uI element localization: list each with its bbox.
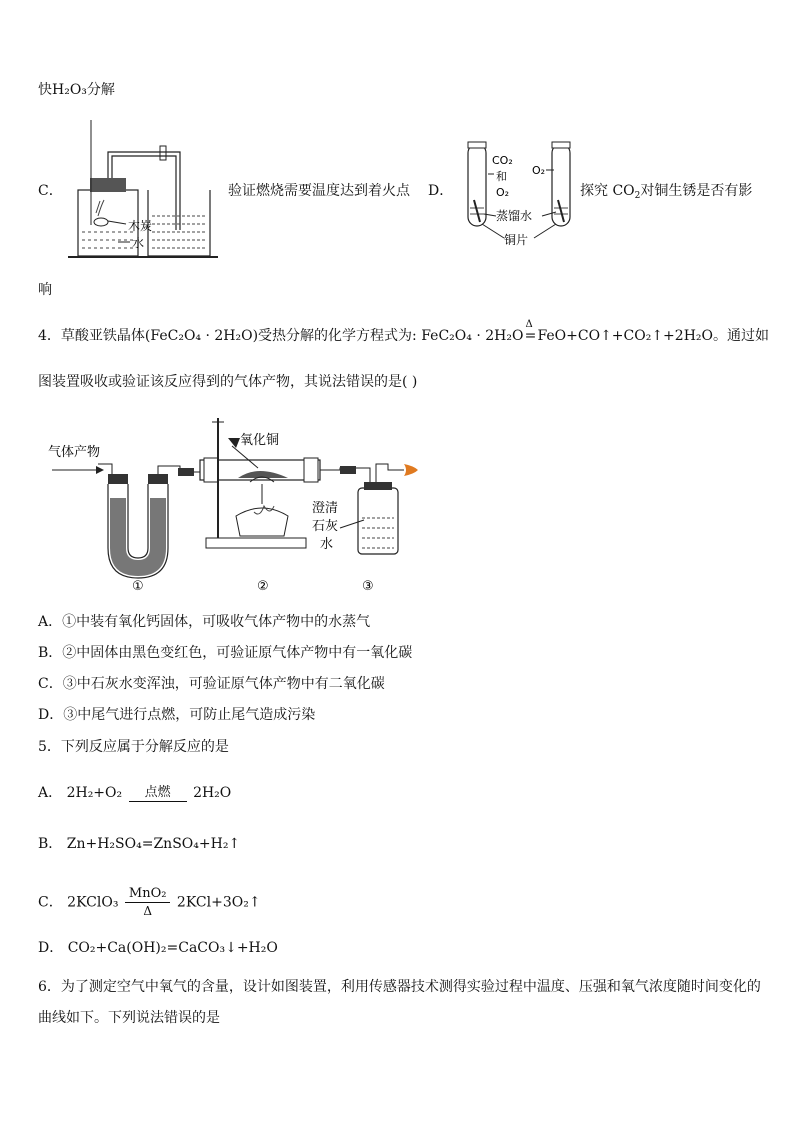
q5-option-d: D． CO₂+Ca(OH)₂=CaCO₃↓+H₂O	[38, 940, 278, 956]
q4-number: 4．	[38, 328, 61, 344]
q5-stem: 5．下列反应属于分解反应的是	[38, 739, 229, 755]
copper-oxide-label: 氧化铜	[240, 433, 280, 448]
top-line-suffix: 分解	[86, 82, 115, 98]
limewater-label-3: 水	[320, 537, 334, 552]
combustion-apparatus-diagram	[68, 120, 228, 260]
q5-c-condition: $\frac{\text{MnO₂}}{\Delta}$	[125, 886, 171, 919]
q5-option-a: A． 2H₂+O₂ 点燃 2H₂O	[38, 784, 232, 801]
q6-number: 6．	[38, 979, 61, 995]
apparatus-number-1: ①	[132, 579, 144, 594]
prev-option-d-letter: D．	[428, 183, 454, 199]
top-line	[38, 80, 115, 100]
top-line-prefix: 快	[38, 82, 52, 98]
water-label: 水	[132, 236, 145, 250]
q4-option-d: D．③中尾气进行点燃，可防止尾气造成污染	[38, 707, 316, 723]
o2-right-label: O₂	[532, 164, 546, 177]
prev-option-c-text: 验证燃烧需要温度达到着火点	[228, 183, 410, 199]
prev-option-c-letter: C．	[38, 183, 63, 199]
limewater-label-2: 石灰	[312, 519, 339, 534]
distilled-water-label: 蒸馏水	[496, 209, 533, 223]
q5-option-b: B． Zn+H₂SO₄=ZnSO₄+H₂↑	[38, 836, 241, 852]
q4-stem-1: 草酸亚铁晶体(FeC₂O₄ · 2H₂O)受热分解的化学方程式为:	[60, 328, 422, 344]
q4-stem-2: 。通过如	[713, 328, 769, 344]
q4-equation-rhs: FeO+CO↑+CO₂↑+2H₂O	[537, 328, 713, 344]
q4-stem-line2: 图装置吸收或验证该反应得到的气体产物，其说法错误的是( )	[38, 374, 418, 390]
q5-number: 5．	[38, 739, 61, 755]
gas-product-label: 气体产物	[48, 445, 101, 460]
o2-left-label: O₂	[496, 186, 510, 199]
apparatus-number-2: ②	[257, 579, 269, 594]
co2-label: CO₂	[492, 154, 513, 167]
and-label: 和	[496, 170, 507, 183]
q6-stem-line1: 6．为了测定空气中氧气的含量，设计如图装置，利用传感器技术测得实验过程中温度、压强和氧气浓度随时间变化的	[38, 979, 761, 995]
q4-option-b: B．②中固体由黑色变红色，可验证原气体产物中有一氧化碳	[38, 645, 413, 661]
copper-label: 铜片	[504, 233, 529, 247]
q5-a-condition: 点燃	[129, 785, 187, 802]
apparatus-number-3: ③	[362, 579, 374, 594]
q4-option-a: A．①中装有氧化钙固体，可吸收气体产物中的水蒸气	[38, 614, 371, 630]
prev-option-d-text: 探究 $CO_2$对铜生锈是否有影	[580, 183, 753, 201]
q6-stem-line2: 曲线如下。下列说法错误的是	[38, 1010, 220, 1026]
q4-option-c: C．③中石灰水变浑浊，可验证原气体产物中有二氧化碳	[38, 676, 385, 692]
top-line-formula: H₂O₃	[52, 82, 87, 98]
q4-apparatus-diagram	[40, 408, 420, 598]
q4-stem-line1	[38, 319, 769, 346]
q5-option-c: C． 2KClO₃ $\frac{\text{MnO₂}}{\Delta}$ 2KCl+3O₂↑	[38, 886, 261, 918]
q4-equation-lhs: FeC₂O₄ · 2H₂O	[421, 328, 524, 344]
q4-equation-arrow: Δ =	[524, 319, 537, 344]
prev-option-d-continuation: 响	[38, 282, 52, 298]
charcoal-label: 木炭	[128, 219, 153, 233]
limewater-label-1: 澄清	[312, 501, 339, 516]
copper-rust-diagram	[460, 138, 580, 250]
